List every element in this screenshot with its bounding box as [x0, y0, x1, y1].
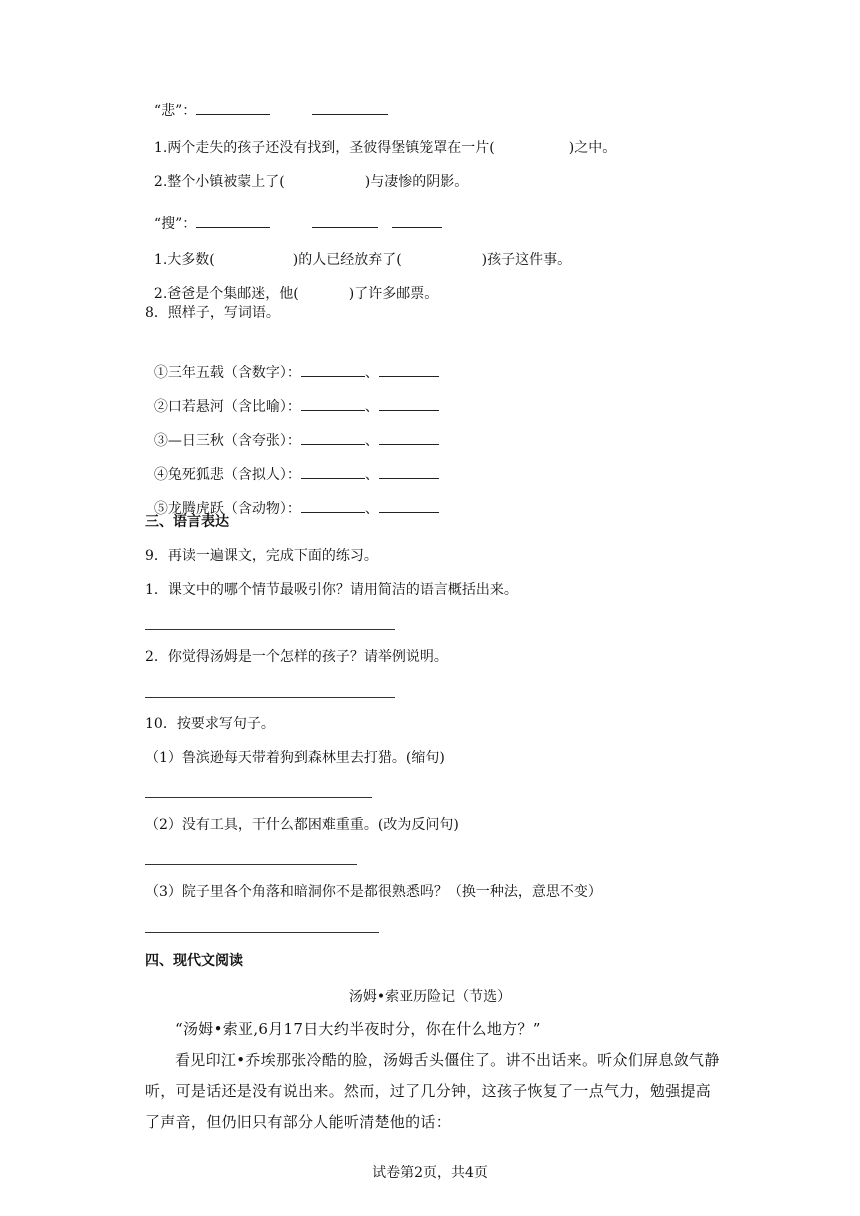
answer-blank[interactable] — [379, 396, 439, 411]
question-text: 1.大多数( — [153, 252, 215, 268]
section-heading: 四、现代文阅读 — [145, 953, 243, 969]
page-footer: 试卷第2页，共4页 — [372, 1165, 488, 1181]
separator: 、 — [364, 501, 379, 517]
question-text: )的人已经放弃了( — [292, 252, 402, 268]
answer-blank[interactable] — [379, 464, 439, 479]
separator: 、 — [364, 365, 379, 381]
answer-line[interactable] — [145, 932, 379, 933]
question-10-2: （2）没有工具，干什么都困难重重。(改为反问句) — [145, 817, 459, 833]
answer-blank[interactable] — [379, 498, 439, 513]
question-9-2: 2．你觉得汤姆是一个怎样的孩子？请举例说明。 — [145, 649, 448, 665]
question-text: 2.整个小镇被蒙上了( — [153, 174, 285, 190]
question-9: 9．再读一遍课文，完成下面的练习。 — [145, 548, 378, 564]
sou-question-2 — [145, 264, 438, 304]
answer-line[interactable] — [145, 629, 395, 630]
question-text: )之中。 — [568, 140, 617, 156]
answer-blank[interactable] — [301, 464, 365, 479]
question-8-title: 8．照样子，写词语。 — [145, 305, 280, 321]
question-text: )与凄惨的阴影。 — [364, 174, 469, 190]
story-paragraph: 看见印江•乔埃那张冷酷的脸，汤姆舌头僵住了。讲不出话来。听众们屏息敛气静听，可是话还是没有说出来。然而，过了几分钟，这孩子恢复了一点气力，勉强提高了声音，但仍旧只有部分人能听清楚他的话： — [145, 1051, 720, 1131]
answer-blank[interactable] — [301, 362, 365, 377]
answer-blank[interactable] — [196, 213, 270, 228]
separator: 、 — [364, 433, 379, 449]
q8-item-label: ①三年五载（含数字）： — [153, 365, 301, 381]
bei-label: “悲”： — [153, 103, 197, 119]
answer-blank[interactable] — [392, 213, 442, 228]
question-text: )了许多邮票。 — [348, 286, 439, 302]
answer-blank[interactable] — [301, 396, 365, 411]
separator: 、 — [364, 467, 379, 483]
answer-blank[interactable] — [301, 430, 365, 445]
q8-item-label: ④兔死狐悲（含拟人）： — [153, 467, 301, 483]
question-10: 10．按要求写句子。 — [145, 716, 275, 732]
bei-prompt — [145, 80, 388, 121]
answer-blank[interactable] — [379, 362, 439, 377]
answer-blank[interactable] — [379, 430, 439, 445]
question-text: 1.两个走失的孩子还没有找到，圣彼得堡镇笼罩在一片( — [153, 140, 495, 156]
answer-blank[interactable] — [312, 213, 378, 228]
answer-line[interactable] — [145, 697, 395, 698]
bei-question-2 — [145, 152, 468, 192]
question-10-3: （3）院子里各个角落和暗洞你不是都很熟悉吗？（换一种法，意思不变） — [145, 884, 602, 900]
answer-blank[interactable] — [196, 100, 270, 115]
q8-item-label: ③—日三秋（含夸张）： — [153, 433, 301, 449]
separator: 、 — [364, 399, 379, 415]
question-9-1: 1．课文中的哪个情节最吸引你？请用简洁的语言概括出来。 — [145, 582, 518, 598]
answer-line[interactable] — [145, 797, 372, 798]
section-heading: 三、语言表达 — [145, 514, 229, 530]
q8-item-label: ⑤龙腾虎跃（含动物）： — [153, 501, 301, 517]
answer-blank[interactable] — [301, 498, 365, 513]
question-10-1: （1）鲁滨逊每天带着狗到森林里去打猎。(缩句) — [145, 750, 445, 766]
answer-line[interactable] — [145, 864, 357, 865]
sou-prompt — [145, 193, 442, 234]
story-title: 汤姆•索亚历险记（节选） — [348, 989, 512, 1005]
answer-blank[interactable] — [312, 100, 388, 115]
q8-item-label: ②口若悬河（含比喻）： — [153, 399, 301, 415]
question-text: 2.爸爸是个集邮迷，他( — [153, 286, 299, 302]
story-paragraph: “汤姆•索亚,6月17日大约半夜时分，你在什么地方？” — [175, 1020, 541, 1038]
question-text: )孩子这件事。 — [481, 252, 572, 268]
story-body — [145, 1014, 720, 1138]
sou-label: “搜”： — [153, 216, 197, 232]
